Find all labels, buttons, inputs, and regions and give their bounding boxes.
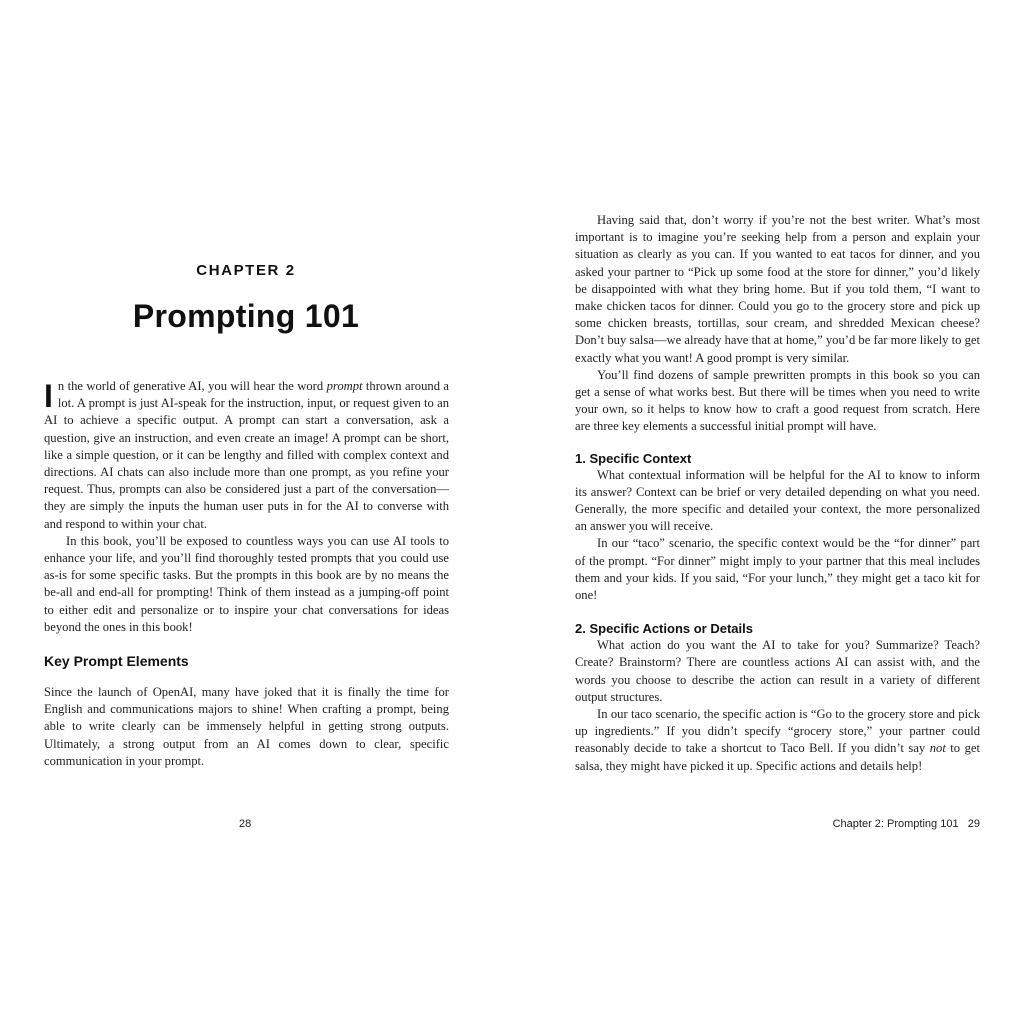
actions-text-b: to get salsa, they might have picked it up. Specific actions and details help! [575, 741, 980, 773]
key-prompt-elements-heading: Key Prompt Elements [44, 653, 189, 670]
specific-context-paragraph-2: In our “taco” scenario, the specific context would be the “for dinner” part of the prompt. “For dinner” might imply to your partner that this meal includes them and your kids. If you said, “For your lunch,” they might get a taco kit for one! [575, 536, 980, 603]
actions-text-a: In our taco scenario, the specific action is “Go to the grocery store and pick up ingredients.” If you didn’t specify “grocery store,” your partner could reasonably decide to take a shortcut to Taco Bell. If you didn’t say [575, 707, 980, 756]
right-page-number: 29 [967, 818, 980, 830]
left-page-number: 28 [239, 818, 252, 830]
left-page-body [44, 378, 449, 770]
intro-text-b: thrown around a lot. A prompt is just AI-speak for the instruction, input, or request given to an AI to achieve a specific output. A prompt can start a conversation, ask a question, give an instruction, and even create an image! A prompt can be short, like a simple question, or it can be lengthy and filled with complex context and directions. AI chats can also include more than one prompt, as you refine your request. Thus, prompts can also be considered just a part of the conversation—they are simply the inputs the human user puts in for the AI to converse with and respond to within your chat. [44, 379, 449, 531]
actions-italic-word: not [929, 741, 946, 756]
specific-actions-paragraph-1: What action do you want the AI to take for you? Summarize? Teach? Create? Brainstorm? There are countless actions AI can assist with, and the words you choose to describe the action can result in a variety of different output structures. [575, 638, 980, 704]
specific-context-heading: 1. Specific Context [575, 450, 692, 466]
specific-actions-heading: 2. Specific Actions or Details [575, 621, 753, 637]
right-page-body [575, 212, 980, 775]
intro-paragraph [44, 378, 449, 533]
right-first-paragraph: Having said that, don’t worry if you’re not the best writer. What’s most important is to imagine you’re seeking help from a person and explain your situation as clearly as you can. If you wanted to eat tacos for dinner, and you asked your partner to “Pick up some food at the store for dinner,” you’d likely be disappointed with what they bring home. But if you told them, “I want to make chicken tacos for dinner. Could you go to the grocery store and pick up some chicken breasts, tortillas, sour cream, and shredded Mexican cheese? Don’t buy salsa—we already have that at home,” you’d be far more likely to get exactly what you want! A good prompt is very similar. [575, 213, 980, 365]
right-second-paragraph: You’ll find dozens of sample prewritten prompts in this book so you can get a sense of what works best. But there will be times when you need to write your own, so it helps to know how to craft a good request from scratch. Here are three key elements a successful initial prompt will have. [575, 367, 980, 434]
running-footer: Chapter 2: Prompting 101 [832, 818, 959, 830]
specific-actions-paragraph-2 [575, 706, 980, 775]
third-paragraph: Since the launch of OpenAI, many have joked that it is finally the time for English and communications majors to shine! When crafting a prompt, being able to write clearly can be immensely helpful in getting strong outputs. Ultimately, a strong output from an AI comes down to clear, specific communication in your prompt. [44, 685, 449, 768]
intro-italic-word: prompt [326, 379, 363, 393]
specific-context-paragraph-1: What contextual information will be helpful for the AI to know to inform its answer? Context can be brief or very detailed depending on what you need. Generally, the more specific and detailed your context, the more personalized an answer you will receive. [575, 467, 980, 534]
chapter-title: Prompting 101 [132, 298, 360, 334]
drop-cap: I [44, 378, 53, 414]
intro-text-a: n the world of generative AI, you will hear the word [57, 379, 327, 393]
right-page-footer [833, 818, 980, 830]
second-paragraph: In this book, you’ll be exposed to countless ways you can use AI tools to enhance your life, and you’ll find thoroughly tested prompts that you could use as-is for some specific tasks. But the prompts in this book are by no means the be-all and end-all for prompting! Think of them instead as a jumping-off point to either edit and personalize or to inspire your chat conversations for ideas beyond the ones in this book! [44, 533, 449, 634]
chapter-label: CHAPTER 2 [196, 262, 296, 279]
